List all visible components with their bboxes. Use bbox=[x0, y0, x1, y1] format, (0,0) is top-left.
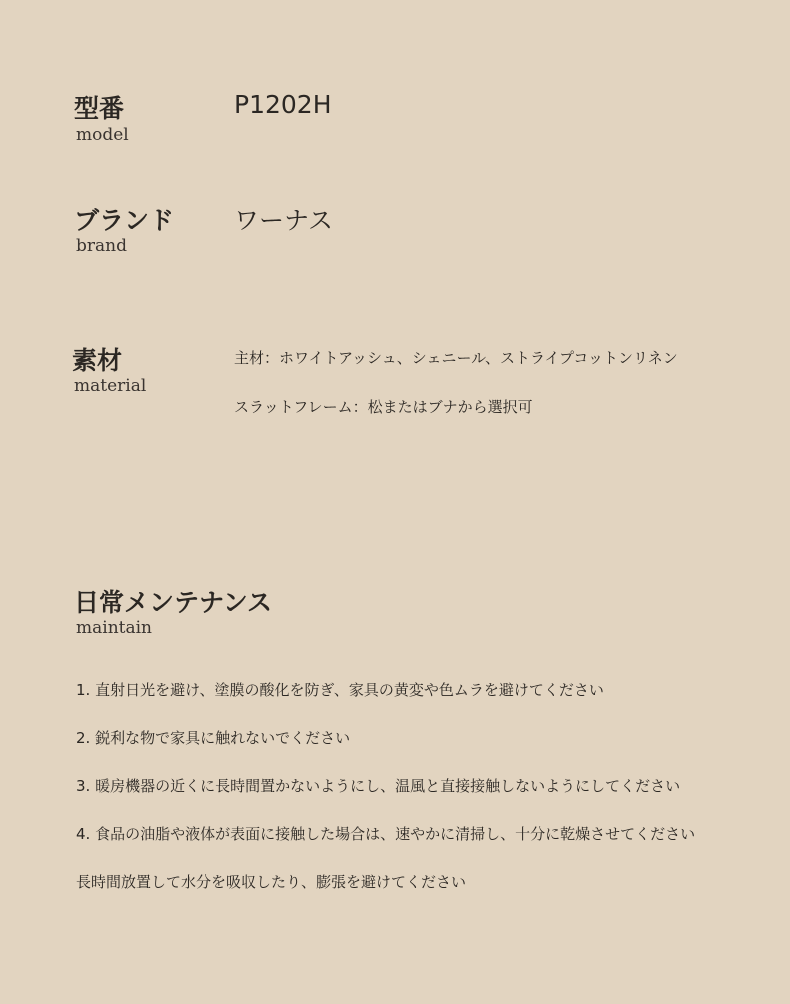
brand-value: ワーナス bbox=[234, 206, 334, 235]
maintenance-item-4: 4. 食品の油脂や液体が表面に接触した場合は、速やかに清掃し、十分に乾燥させてください bbox=[76, 825, 696, 843]
maintenance-list bbox=[76, 680, 695, 920]
material-line-2: スラットフレーム：松またはブナから選択可 bbox=[234, 398, 533, 416]
material-line-1: 主材：ホワイトアッシュ、シェニール、ストライプコットンリネン bbox=[234, 349, 678, 367]
model-sublabel: model bbox=[76, 125, 129, 145]
maintenance-item-3: 3. 暖房機器の近くに長時間置かないようにし、温風と直接接触しないようにしてください bbox=[76, 777, 681, 795]
maintenance-item-1: 1. 直射日光を避け、塗膜の酸化を防ぎ、家具の黄変や色ムラを避けてください bbox=[76, 681, 604, 699]
material-sublabel: material bbox=[74, 376, 147, 396]
model-label: 型番 bbox=[74, 94, 125, 123]
maintenance-sublabel: maintain bbox=[76, 618, 152, 638]
material-label: 素材 bbox=[72, 346, 123, 375]
maintenance-item-2: 2. 鋭利な物で家具に触れないでください bbox=[76, 729, 351, 747]
maintenance-title: 日常メンテナンス bbox=[74, 588, 273, 617]
model-value: P1202H bbox=[234, 90, 332, 119]
brand-sublabel: brand bbox=[76, 236, 127, 256]
brand-label: ブランド bbox=[74, 206, 175, 235]
maintenance-item-5: 長時間放置して水分を吸収したり、膨張を避けてください bbox=[76, 873, 467, 891]
